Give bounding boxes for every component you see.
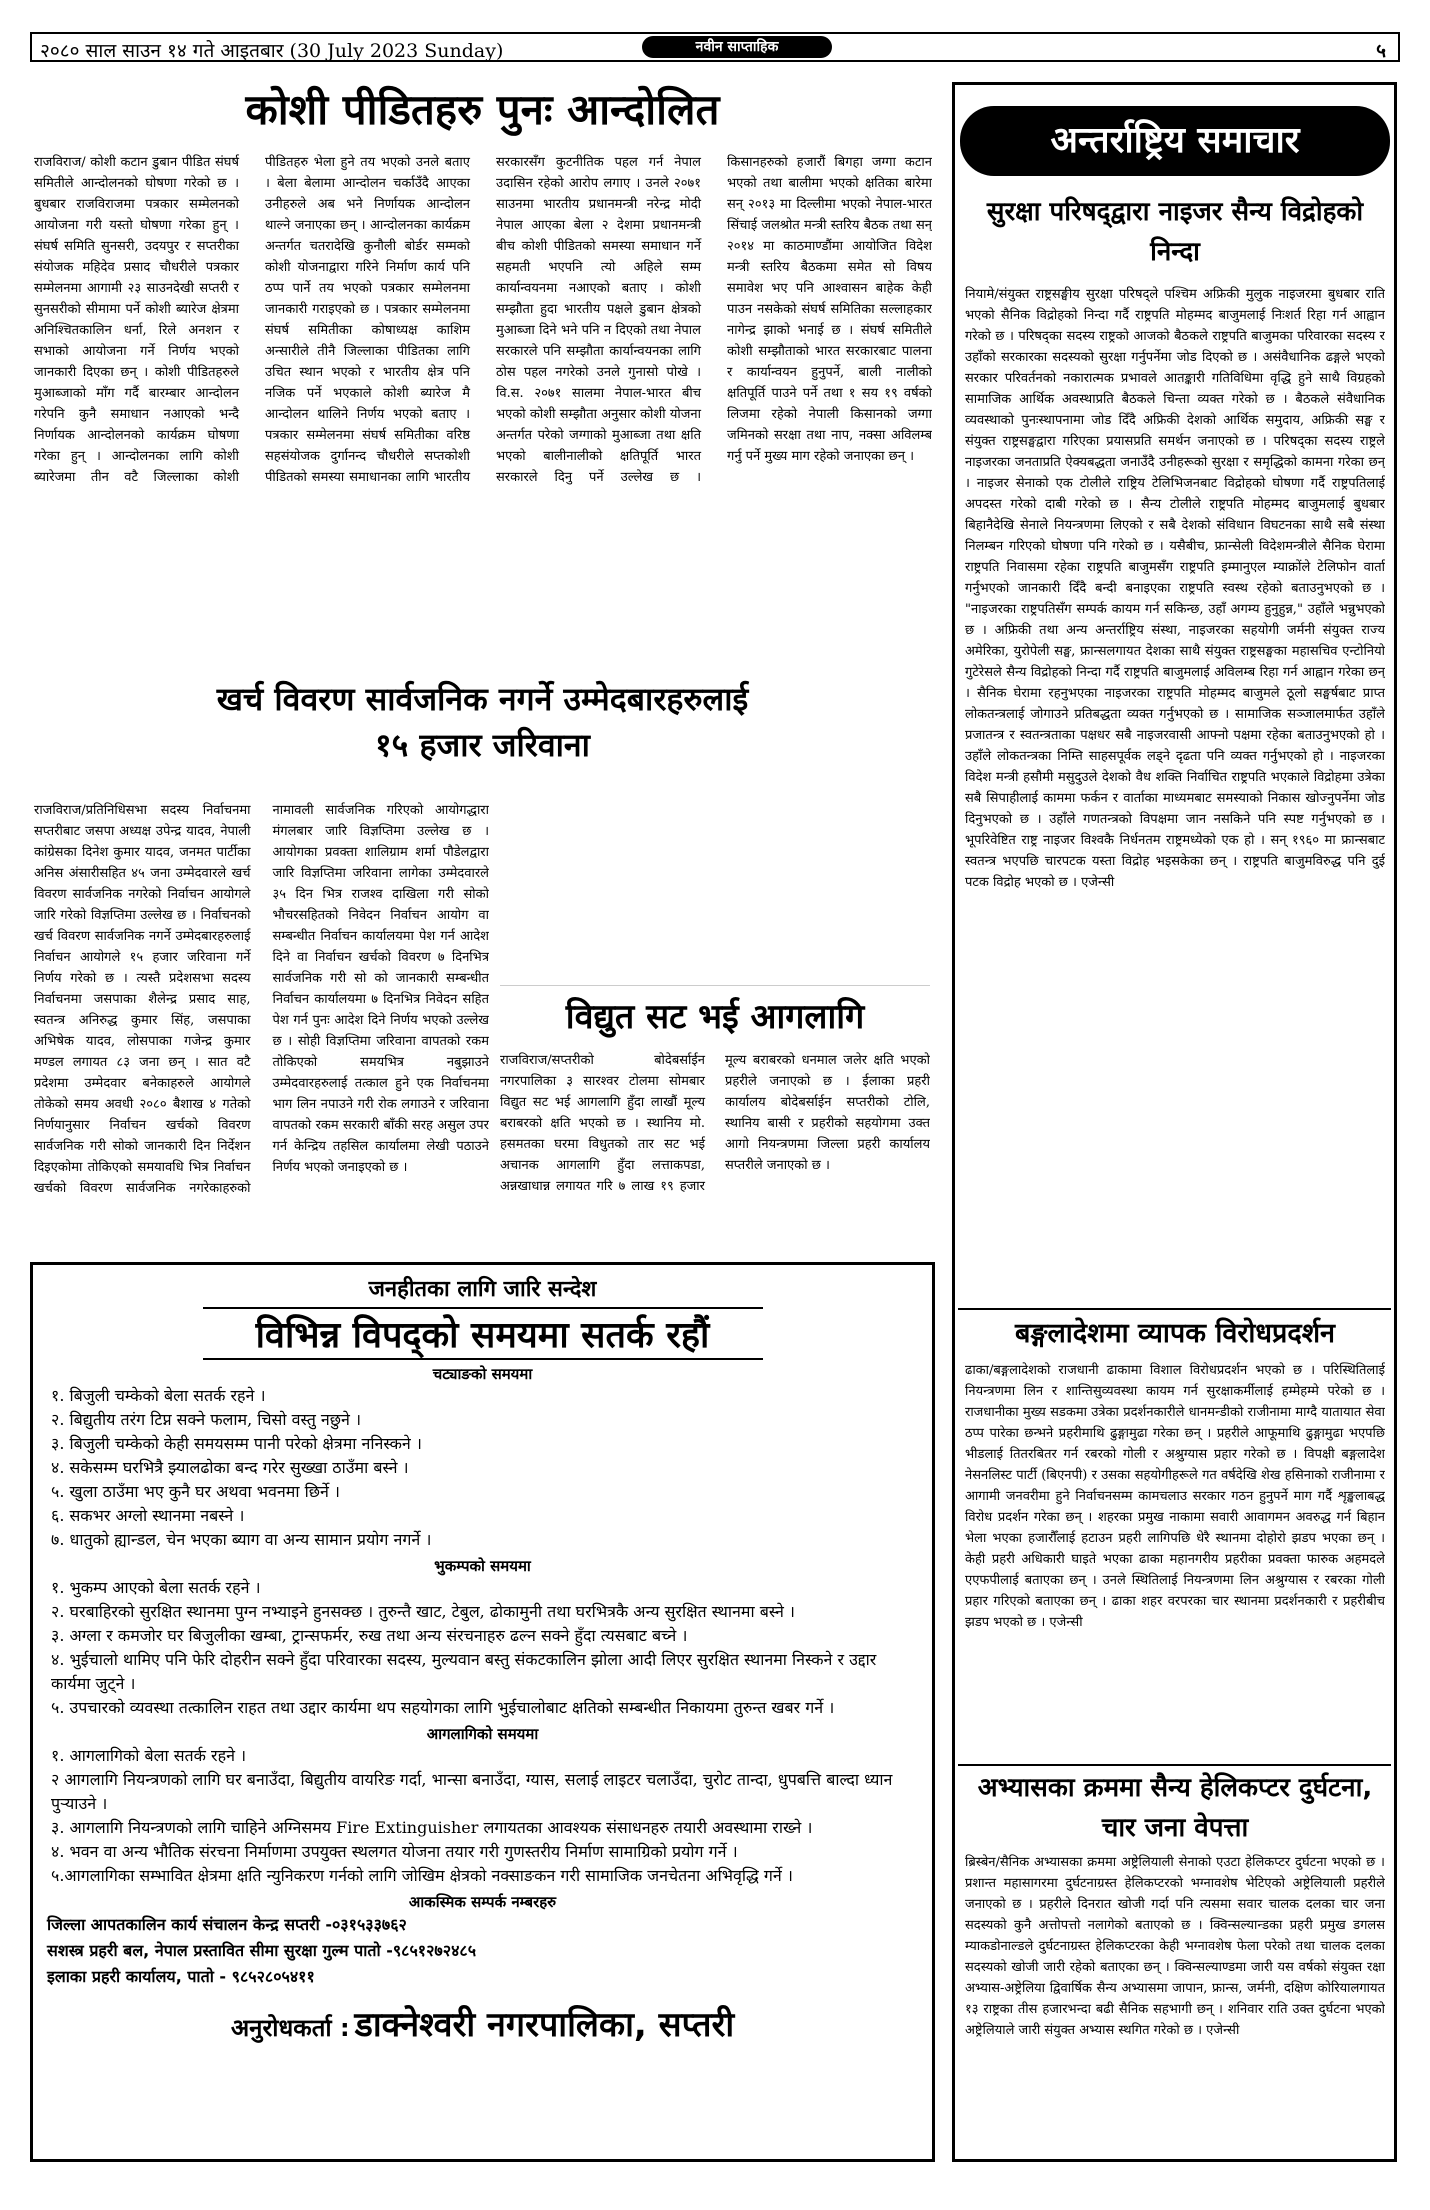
divider xyxy=(958,1764,1391,1766)
issue-date: २०८० साल साउन १४ गते आइतबार (30 July 2023 Sunday) xyxy=(40,40,504,62)
notice-item: १. आगलागिको बेला सतर्क रहने । xyxy=(51,1746,247,1765)
notice-item: ३. आगलागि नियन्त्रणको लागि चाहिने अग्निसमय Fire Extinguisher लगायतका आवश्यक संसाधनहरु तयारी अवस्थामा राख्ने । xyxy=(51,1818,813,1837)
intl-article1-headline: सुरक्षा परिषद्‌द्वारा नाइजर सैन्य विद्रोहको निन्दा xyxy=(986,197,1364,267)
kharcha-headline xyxy=(30,676,935,768)
notice-item: २. बिद्युतीय तरंग टिप्न सक्ने फलाम, चिसो वस्तु नछुने । xyxy=(51,1410,362,1429)
contact-line: जिल्ला आपतकालिन कार्य संचालन केन्द्र सप्तरी -०३१५३३७६२ xyxy=(47,1915,407,1934)
requester-label: अनुरोधकर्ता : xyxy=(230,2014,350,2042)
contact-line: सशस्त्र प्रहरी बल, नेपाल प्रस्तावित सीमा सुरक्षा गुल्म पातो -९८५१२७२४८५ xyxy=(47,1941,477,1960)
requester-name: डाक्नेश्वरी नगरपालिका, सप्तरी xyxy=(354,2005,735,2045)
notice-heading: विभिन्न विपद्को समयमा सतर्क रहौं xyxy=(203,1307,763,1360)
requester-line xyxy=(47,2000,918,2046)
notice-subheading: जनहीतका लागि जारि सन्देश xyxy=(368,1277,597,1302)
notice-item: ३. अग्ला र कमजोर घर बिजुलीका खम्बा, ट्रान्सफर्मर, रुख तथा अन्य संरचनाहरु ढल्न सक्ने हुँदा त्यसबाट बच्ने । xyxy=(51,1626,688,1645)
intl-article3-body: ब्रिस्बेन/सैनिक अभ्यासका क्रममा अष्ट्रेलियाली सेनाको एउटा हेलिकप्टर दुर्घटना भएको छ । प्रशान्त महासागरमा दुर्घटनाग्रस्त हेलिकप्टरको भग्नावशेष भेटिएको अष्ट्रेलियाली प्रहरीले जनाएको छ । प्रहरीले दिनरात खोजी गर्दा पनि त्यसमा सवार चालक दलका चार जना सदस्यको कुनै अत्तोपत्तो नलागेको बताएको छ । क्विन्सल्यान्डका प्रहरी प्रमुख डगलस म्याकडोनाल्डले दुर्घटनाग्रस्त हेलिकप्टरका केही भग्नावशेष फेला परेको तथा चालक दलका सदस्यको खोजी जारी रहेको बताएका छन् । क्विन्सल्याण्डमा जारी यस वर्षको संयुक्त रक्षा अभ्यास-अष्ट्रेलिया द्विवार्षिक सैन्य अभ्यासमा जापान, फ्रान्स, जर्मनी, दक्षिण कोरियालगायत १३ राष्ट्रका तीस हजारभन्दा बढी सैनिक सहभागी छन् । शनिवार राति उक्त दुर्घटना भएको अष्ट्रेलियाले जारी संयुक्त अभ्यास स्थगित गरेको छ । एजेन्सी xyxy=(965,1855,1385,2038)
notice-section-title-fire: आगलागिको समयमा xyxy=(426,1725,539,1743)
notice-section-title-lightning: चट्याङको समयमा xyxy=(432,1365,533,1383)
paper-name-badge: नवीन साप्ताहिक xyxy=(642,36,832,58)
emergency-contact-title: आकस्मिक सम्पर्क नम्बरहरु xyxy=(408,1893,557,1911)
kharcha-headline-line2: १५ हजार जरिवाना xyxy=(375,726,590,764)
public-notice-box xyxy=(30,1262,935,2162)
fire-headline: विद्युत सट भई आगलागि xyxy=(565,997,865,1037)
notice-item: २ आगलागि नियन्त्रणको लागि घर बनाउँदा, बिद्युतीय वायरिङ गर्दा, भान्सा बनाउँदा, ग्यास, सलाई लाइटर चलाउँदा, चुरोट तान्दा, धुपबत्ति बाल्दा ध्यान पुऱ्याउने । xyxy=(51,1770,893,1813)
notice-item: ५. उपचारको व्यवस्था तत्कालिन राहत तथा उद्दार कार्यमा थप सहयोगका लागि भुईचालोबाट क्षतिको सम्बन्धीत निकायमा तुरुन्त खबर गर्ने । xyxy=(51,1698,835,1717)
notice-item: ४. भवन वा अन्य भौतिक संरचना निर्माणमा उपयुक्त स्थलगत योजना तयार गरी गुणस्तरीय निर्माण सामाग्रिको प्रयोग गर्ने । xyxy=(51,1842,738,1861)
notice-item: ३. बिजुली चम्केको केही समयसम्म पानी परेको क्षेत्रमा ननिस्कने । xyxy=(51,1434,422,1453)
intl-article2-body: ढाका/बङ्गलादेशको राजधानी ढाकामा विशाल विरोधप्रदर्शन भएको छ । परिस्थितिलाई नियन्त्रणमा लिन र शान्तिसुव्यवस्था कायम गर्न सुरक्षाकर्मीलाई हम्मेहम्मे परेको छ । राजधानीका मुख्य सडकमा उत्रेका प्रदर्शनकारीले धानमन्डीको राजीनामा माग्दै यातायात सेवा ठप्प पारेका छन्भने प्रहरीमाथि ढुङ्गामुढा गरेका छन् । प्रहरीले आफूमाथि ढुङ्गामुढा भएपछि भीडलाई तितरबितर गर्न रबरको गोली र अश्रुग्यास प्रहार गरेको छ । विपक्षी बङ्गलादेश नेसनलिस्ट पार्टी (बिएनपी) र उसका सहयोगीहरूले गत वर्षदेखि शेख हसिनाको राजीनामा र आगामी जनवरीमा हुने निर्वाचनसम्म कामचलाउ सरकार गठन हुनुपर्ने माग गर्दै शृङ्खलाबद्ध विरोध प्रदर्शन गरेका छन् । शहरका प्रमुख नाकामा सवारी आवागमन अवरुद्ध गर्न बिहान भेला भएका हजारौँलाई हटाउन प्रहरी लागिपछि धेरै स्थानमा दोहोरो झडप भएका छन् । केही प्रहरी अधिकारी घाइते भएका ढाका महानगरीय प्रहरीका प्रवक्ता फारुक अहमदले एएफपीलाई बताएका छन् । उनले स्थितिलाई नियन्त्रणमा लिन अश्रुग्यास र रबरका गोली प्रहार गरिएको बताएका छन् । ढाका शहर वरपरका चार स्थानमा प्रदर्शनकारी र प्रहरीबीच झडप भएको छ । एजेन्सी xyxy=(965,1363,1385,1630)
notice-item: ७. धातुको ह्यान्डल, चेन भएका ब्याग वा अन्य सामान प्रयोग नगर्ने । xyxy=(51,1530,432,1549)
notice-item: ६. सकभर अग्लो स्थानमा नबस्ने । xyxy=(51,1506,245,1525)
notice-item: १. बिजुली चम्केको बेला सतर्क रहने । xyxy=(51,1386,266,1405)
top-bar xyxy=(30,32,1400,62)
notice-section-title-earthquake: भुकम्पको समयमा xyxy=(434,1557,531,1575)
intl-article3-headline: अभ्यासका क्रममा सैन्य हेलिकप्टर दुर्घटना, चार जना वेपत्ता xyxy=(977,1773,1373,1843)
kharcha-continued-area xyxy=(500,800,930,986)
contact-line: इलाका प्रहरी कार्यालय, पातो - ९८५२८०५४११ xyxy=(47,1967,315,1986)
page-number: ५ xyxy=(1376,40,1386,62)
notice-item: ४. भुईचालो थामिए पनि फेरि दोहरीन सक्ने हुँदा परिवारका सदस्य, मुल्यवान बस्तु संकटकालिन झोला आदी लिएर सुरक्षित स्थानमा निस्कने र उद्दार कार्यमा जुट्ने । xyxy=(51,1650,877,1693)
notice-item: २. घरबाहिरको सुरक्षित स्थानमा पुग्न नभ्याइने हुनसक्छ । तुरुन्तै खाट, टेबुल, ढोकामुनी तथा घरभित्रकै अन्य सुरक्षित स्थानमा बस्ने । xyxy=(51,1602,795,1621)
divider xyxy=(958,1308,1391,1310)
kharcha-article: राजविराज/प्रतिनिधिसभा सदस्य निर्वाचनमा सप्तरीबाट जसपा अध्यक्ष उपेन्द्र यादव, नेपाली कांग्रेसका दिनेश कुमार यादव, जनमत पार्टीका अनिस अंसारीसहित ४५ जना उम्मेदवारले खर्च विवरण सार्वजनिक नगरेको निर्वाचन आयोगले जारि गरेको विज्ञप्तिमा उल्लेख छ । निर्वाचनको खर्च विवरण सार्वजनिक नगर्ने उम्मेदबारहरुलाई निर्वाचन आयोगले १५ हजार जरिवाना गर्ने निर्णय गरेको छ । त्यस्तै प्रदेशसभा सदस्य निर्वाचनमा जसपाका शैलेन्द्र प्रसाद साह, स्वतन्त्र अनिरुद्ध कुमार सिंह, जसपाका अभिषेक यादव, लोसपाका गजेन्द्र कुमार मण्डल लगायत ८३ जना छन् । सात वटै प्रदेशमा उम्मेदवार बनेकाहरुले आयोगले तोकेको समय अवधी २०८० बैशाख ४ गतेको निर्णयानुसार निर्वाचन खर्चको विवरण सार्वजनिक गरी सोको जानकारी दिन निर्देशन दिइएकोमा तोकिएको समयावधि भित्र निर्वाचन खर्चको विवरण सार्वजनिक नगरेकाहरुको नामावली सार्वजनिक गरिएको आयोगद्धारा मंगलबार जारि विज्ञप्तिमा उल्लेख छ । आयोगका प्रवक्ता शालिग्राम शर्मा पौडेलद्वारा जारि विज्ञप्तिमा जरिवाना लागेका उम्मेदवारले ३५ दिन भित्र राजश्व दाखिला गरी सोको भौचरसहितको निवेदन निर्वाचन आयोग वा सम्बन्धीत निर्वाचन कार्यालयमा पेश गर्न आदेश दिने वा निर्वाचन खर्चको विवरण ७ दिनभित्र सार्वजनिक गरी सो को जानकारी सम्बन्धीत निर्वाचन कार्यालयमा ७ दिनभित्र निवेदन सहित पेश गर्न पुनः आदेश दिने निर्णय भएको उल्लेख छ । सोही विज्ञप्तिमा जरिवाना वापतको रकम तोकिएको समयभित्र नबुझाउने उम्मेदवारहरुलाई तत्काल हुने एक निर्वाचनमा भाग लिन नपाउने गरी रोक लगाउने र जरिवाना वापतको रकम सरकारी बाँकी सरह असुल उपर गर्न केन्द्रिय तहसिल कार्यालमा लेखी पठाउने निर्णय भएको जनाइएको छ । xyxy=(34,803,489,1196)
intl-article2-headline: बङ्गलादेशमा व्यापक विरोधप्रदर्शन xyxy=(1014,1318,1336,1349)
notice-item: ५.आगलागिका सम्भावित क्षेत्रमा क्षति न्युनिकरण गर्नको लागि जोखिम क्षेत्रको नक्साङकन गरी सामाजिक जनचेतना अभिवृद्धि गर्ने । xyxy=(51,1866,793,1885)
kharcha-headline-line1: खर्च विवरण सार्वजनिक नगर्ने उम्मेदबारहरुलाई xyxy=(216,680,749,718)
kosi-headline: कोशी पीडितहरु पुनः आन्दोलित xyxy=(245,85,720,134)
notice-item: १. भुकम्प आएको बेला सतर्क रहने । xyxy=(51,1578,261,1597)
emergency-contacts xyxy=(47,1912,918,1990)
notice-item: ५. खुला ठाउँमा भए कुनै घर अथवा भवनमा छिर्ने । xyxy=(51,1482,340,1501)
notice-item: ४. सकेसम्म घरभित्रै झ्यालढोका बन्द गरेर सुख्खा ठाउँमा बस्ने । xyxy=(51,1458,409,1477)
kosi-article: राजविराज/ कोशी कटान डुबान पीडित संघर्ष समितीले आन्दोलनको घोषणा गरेको छ । बुधबार राजविराजमा पत्रकार सम्मेलनको आयोजना गरी यस्तो घोषणा गरेका हुन् । संघर्ष समिति सुनसरी, उदयपुर र सप्तरीका संयोजक महिदेव प्रसाद चौधरीले पत्रकार सम्मेलनमा आगामी २३ साउनदेखी सप्तरी र सुनसरीको सीमामा पर्ने कोशी ब्यारेज क्षेत्रमा अनिश्चितकालिन धर्ना, रिले अनशन र सभाको आयोजना गर्ने निर्णय भएको जानकारी दिएका छन् । कोशी पीडितहरुले मुआब्जाको माँग गर्दै बारम्बार आन्दोलन गरेपनि कुनै समाधान नआएको भन्दै निर्णायक आन्दोलनको कार्यक्रम घोषणा गरेका हुन् । आन्दोलनका लागि कोशी ब्यारेजमा तीन वटै जिल्लाका कोशी पीडितहरु भेला हुने तय भएको उनले बताए । बेला बेलामा आन्दोलन चर्काउँदै आएका उनीहरुले अब भने निर्णायक आन्दोलन थाल्ने जनाएका छन् । आन्दोलनका कार्यक्रम अन्तर्गत चतरादेखि कुनौली बोर्डर सम्मको कोशी योजनाद्वारा गरिने निर्माण कार्य पनि ठप्प पार्ने तय भएको पत्रकार सम्मेलनमा जानकारी गराइएको छ । पत्रकार सम्मेलनमा संघर्ष समितीका कोषाध्यक्ष काशिम अन्सारीले तीनै जिल्लाका पीडितका लागि उचित स्थान भएको र भारतीय क्षेत्र पनि नजिक पर्ने भएकाले कोशी ब्यारेज मै आन्दोलन थालिने निर्णय भएको बताए । पत्रकार सम्मेलनमा संघर्ष समितीका वरिष्ठ सहसंयोजक दुर्गानन्द चौधरीले सप्तकोशी पीडितको समस्या समाधानका लागि भारतीय सरकारसँग कुटनीतिक पहल गर्न नेपाल उदासिन रहेको आरोप लगाए । उनले २०७१ साउनमा भारतीय प्रधानमन्त्री नरेन्द्र मोदी नेपाल आएका बेला २ देशमा प्रधानमन्त्री बीच कोशी पीडितको समस्या समाधान गर्ने सहमती भएपनि त्यो अहिले सम्म कार्यान्वयनमा नआएको बताए । कोशी सम्झौता हुदा भारतीय पक्षले डुबान क्षेत्रको मुआब्जा दिने भने पनि न दिएको तथा नेपाल सरकारले पनि सम्झौता कार्यान्वयनका लागि ठोस पहल नगरेको उनले गुनासो पोखे । वि.स. २०७१ सालमा नेपाल-भारत बीच भएको कोशी सम्झौता अनुसार कोशी योजना अन्तर्गत परेको जग्गाको मुआब्जा तथा क्षति भएको बालीनालीको क्षतिपूर्ति भारत सरकारले दिनु पर्ने उल्लेख छ । किसानहरुको हजारौं बिगहा जग्गा कटान भएको तथा बालीमा भएको क्षतिका बारेमा सन् २०१३ मा दिल्लीमा भएको नेपाल-भारत सिंचाई जलश्रोत मन्त्री स्तरिय बैठक तथा सन् २०१४ मा काठमाण्डौंमा आयोजित विदेश मन्त्री स्तरिय बैठकमा समेत सो विषय समावेश भए पनि आश्वासन बाहेक केही पाउन नसकेको संघर्ष समितिका सल्लाहकार नागेन्द्र झाको भनाई छ । संघर्ष समितीले कोशी सम्झौताको भारत सरकारबाट पालना र कार्यान्वयन हुनुपर्ने, बाली नालीको क्षतिपूर्ति पाउने पर्ने तथा १ सय १९ वर्षको लिजमा रहेको नेपाली किसानको जग्गा जमिनको सरक्षा तथा नाप, नक्सा अविलम्ब गर्नु पर्ने मुख्य माग रहेको जनाएका छन् । xyxy=(34,155,932,485)
international-news-ribbon: अन्तर्राष्ट्रिय समाचार xyxy=(960,106,1390,176)
fire-article: राजविराज/सप्तरीको बोदेबर्साईन नगरपालिका ३ सारश्वर टोलमा सोमबार विद्युत सट भई आगलागि हुँदा लाखौं मूल्य बराबरको क्षति भएको छ । स्थानिय मो. हसमतका घरमा विधुतको तार सट भई अचानक आगलागि हुँदा लत्ताकपडा, अन्नखाधान्न लगायत गरि ७ लाख १९ हजार मूल्य बराबरको धनमाल जलेर क्षति भएको प्रहरीले जनाएको छ । ईलाका प्रहरी कार्यालय बोदेबर्साईन सप्तरीको टोलि, स्थानिय बासी र प्रहरीको सहयोगमा उक्त आगो नियन्त्रणमा जिल्ला प्रहरी कार्यालय सप्तरीले जनाएको छ । xyxy=(500,1053,930,1194)
intl-article1-body: नियामे/संयुक्त राष्ट्रसङ्घीय सुरक्षा परिषद्ले पश्चिम अफ्रिकी मुलुक नाइजरमा बुधबार राति भएको सैनिक विद्रोहको निन्दा गर्दै राष्ट्रपति मोहम्मद बाजुमलाई निःशर्त रिहा गर्न आह्वान गरेको छ । परिषद्का सदस्य राष्ट्रको आजको बैठकले राष्ट्रपति बाजुमका परिवारका सदस्य र उहाँको सरकारका सदस्यको सुरक्षा गर्नुपर्नेमा जोड दिएको छ । असंवैधानिक ढङ्गले भएको सरकार परिवर्तनको नकारात्मक प्रभावले आतङ्कारी गतिविधिमा वृद्धि हुने साथै विग्रहको सामाजिक आर्थिक अवस्थाप्रति बैठकले चिन्ता व्यक्त गरेको छ । बैठकले संवैधानिक व्यवस्थाको पुनःस्थापनामा जोड दिँदै अफ्रिकी देशको आर्थिक समुदाय, अफ्रिकी सङ्घ र संयुक्त राष्ट्रसङ्घद्वारा गरिएका प्रयासप्रति समर्थन जनाएको छ । परिषद्का सदस्य राष्ट्रले नाइजरका जनताप्रति ऐक्यबद्धता जनाउँदै उनीहरूको सुरक्षा र समृद्धिको कामना गरेका छन् । नाइजर सेनाको एक टोलीले राष्ट्रिय टेलिभिजनबाट विद्रोहको घोषणा गर्दै राष्ट्रपतिलाई अपदस्त गरेको दाबी गरेको छ । सैन्य टोलीले राष्ट्रपति मोहम्मद बाजुमलाई बुधबार बिहानैदेखि सेनाले नियन्त्रणमा लिएको र सबै देशको संविधान विघटनका साथै सबै संस्था निलम्बन गरिएको घोषणा पनि गरेको छ । यसैबीच, फ्रान्सेली विदेशमन्त्रीले सैनिक घेरामा राष्ट्रपति निवासमा रहेका राष्ट्रपति बाजुमसँग राष्ट्रपति इम्मानुएल म्याक्रोंले टेलिफोन वार्ता गर्नुभएको जानकारी दिँदै बन्दी बनाइएका राष्ट्रपति स्वस्थ रहेको बताउनुभएको छ । "नाइजरका राष्ट्रपतिसँग सम्पर्क कायम गर्न सकिन्छ, उहाँ अगम्य हुनुहुन्न," उहाँले भन्नुभएको छ । अफ्रिकी तथा अन्य अन्तर्राष्ट्रिय संस्था, नाइजरका सहयोगी जर्मनी संयुक्त राज्य अमेरिका, युरोपेली सङ्घ, फ्रान्सलगायत देशका साथै संयुक्त राष्ट्रसङ्घका महासचिव एन्टोनियो गुटेरेसले सैन्य विद्रोहको निन्दा गर्दै राष्ट्रपति बाजुमलाई अविलम्ब रिहा गर्न आह्वान गरेका छन् । सैनिक घेरामा रहनुभएका नाइजरका राष्ट्रपति मोहम्मद बाजुमले ठूलो सङ्घर्षबाट प्राप्त लोकतन्त्रलाई जोगाउने प्रतिबद्धता व्यक्त गर्नुभएको छ । सामाजिक सञ्जालमार्फत उहाँले प्रजातन्त्र र स्वतन्त्रताका पक्षधर सबै नाइजरवासी आफ्नो पक्षमा रहेका बताउनुभएको हो । उहाँले लोकतन्त्रका निम्ति साहसपूर्वक लड्ने दृढता पनि व्यक्त गर्नुभएको हो । नाइजरका विदेश मन्त्री हसौमी मसुदुउले देशको वैध शक्ति निर्वाचित राष्ट्रपति भएकाले विद्रोहमा उत्रेका सबै सिपाहीलाई काममा फर्कन र वार्ताका माध्यमबाट समस्याको निकास खोज्नुपर्नेमा जोड दिनुभएको छ । उहाँले गणतन्त्रको विपक्षमा जान नसकिने पनि स्पष्ट गर्नुभएको छ । भूपरिवेष्टित राष्ट्र नाइजर विश्वकै निर्धनतम राष्ट्रमध्येको एक हो । सन् १९६० मा फ्रान्सबाट स्वतन्त्र भएपछि चारपटक यस्ता विद्रोह भइसकेका छन् । राष्ट्रपति बाजुमविरुद्ध पनि दुई पटक विद्रोह भएको छ । एजेन्सी xyxy=(965,287,1385,890)
